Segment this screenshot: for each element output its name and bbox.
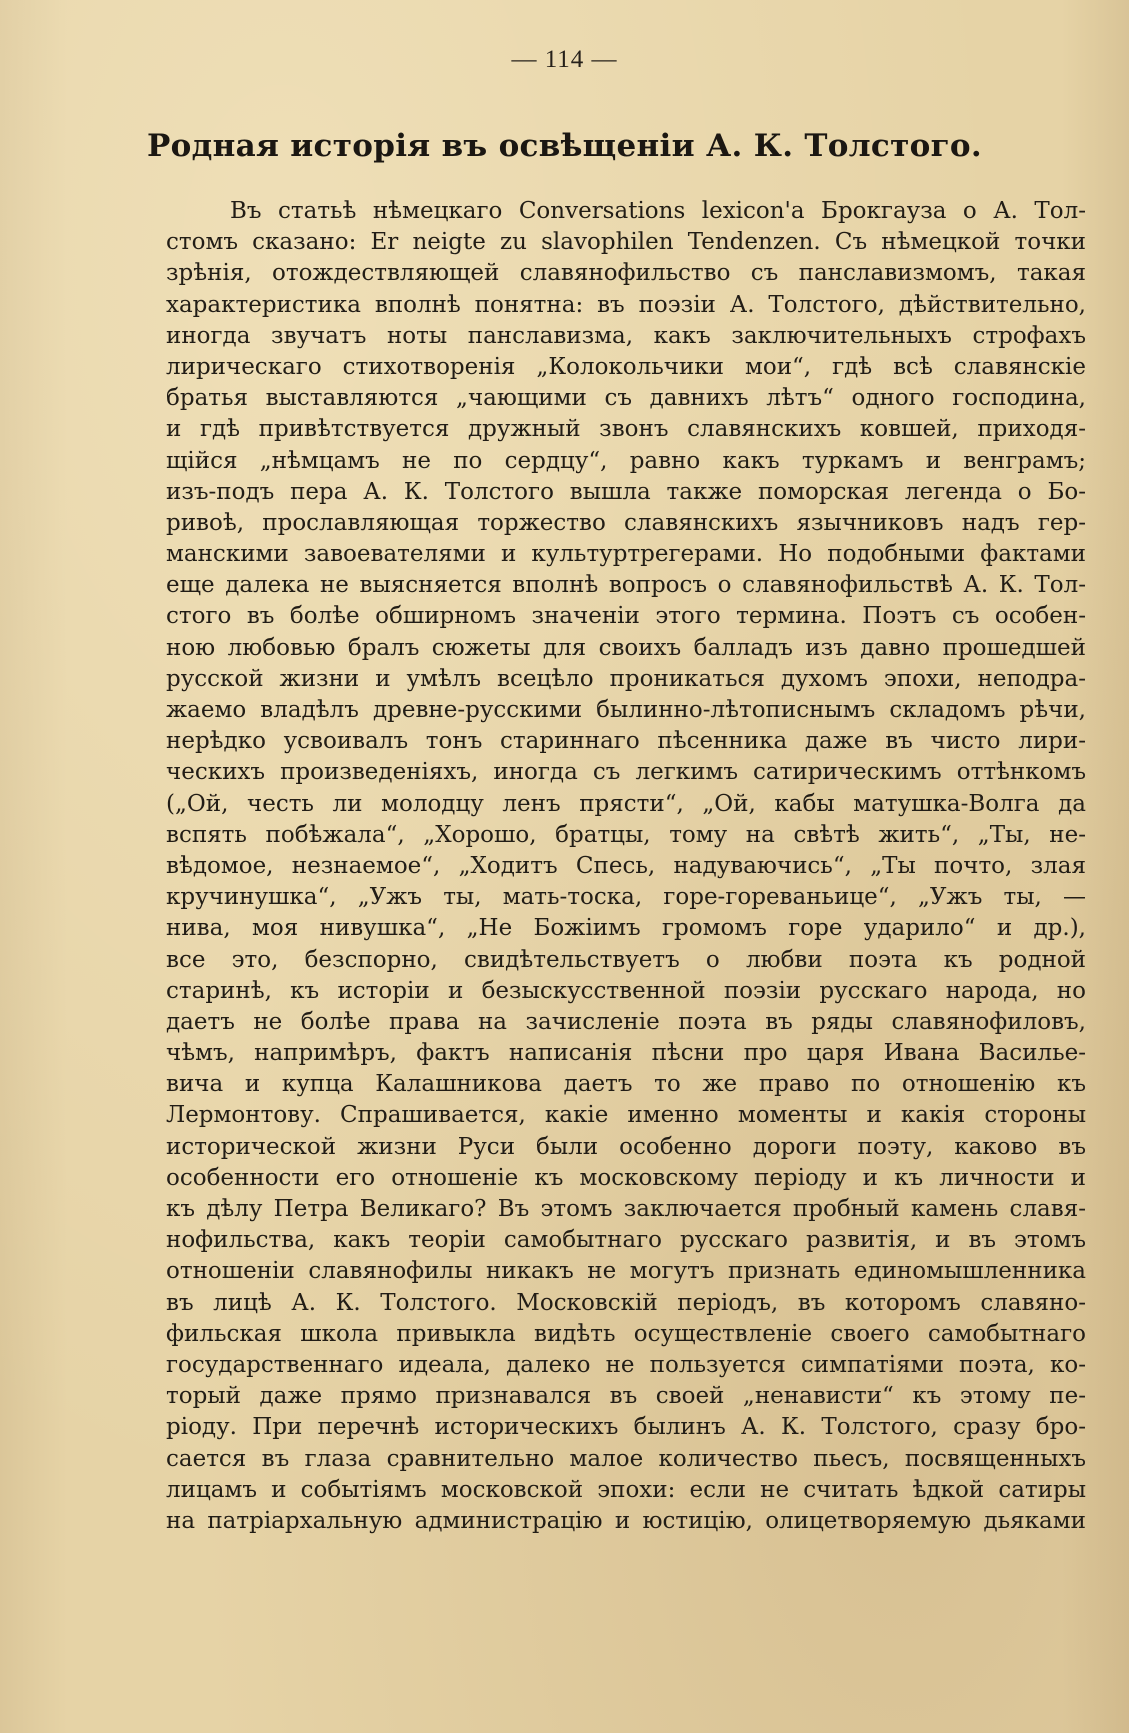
- body-paragraph: [166, 196, 1086, 1537]
- text-line: отношеніи славянофилы никакъ не могутъ признать единомышленника: [166, 1258, 1086, 1285]
- text-line: русской жизни и умѣлъ всецѣло проникаться духомъ эпохи, неподра-: [166, 665, 1086, 692]
- text-line: въ лицѣ А. К. Толстого. Московскій періодъ, въ которомъ славяно-: [166, 1289, 1086, 1316]
- text-line: на патріархальную администрацію и юстицію, олицетворяемую дьяками: [166, 1507, 1086, 1534]
- text-line: фильская школа привыкла видѣть осуществленіе своего самобытнаго: [166, 1320, 1086, 1347]
- text-line: исторической жизни Руси были особенно дороги поэту, каково въ: [166, 1133, 1086, 1160]
- text-line: и гдѣ привѣтствуется дружный звонъ славянскихъ ковшей, приходя-: [166, 416, 1086, 443]
- text-line: кручинушка“, „Ужъ ты, мать-тоска, горе-гореваньице“, „Ужъ ты, —: [166, 884, 1086, 911]
- text-line: характеристика вполнѣ понятна: въ поэзіи А. Толстого, дѣйствительно,: [166, 291, 1086, 318]
- text-line: Въ статьѣ нѣмецкаго Conversations lexicon'а Брокгауза о А. Тол-: [230, 198, 1086, 224]
- text-line: вѣдомое, незнаемое“, „Ходитъ Спесь, надуваючись“, „Ты почто, злая: [166, 852, 1086, 879]
- text-line: („Ой, честь ли молодцу ленъ прясти“, „Ой, кабы матушка-Волга да: [166, 790, 1086, 817]
- text-line: стого въ болѣе обширномъ значеніи этого термина. Поэтъ съ особен-: [166, 603, 1086, 630]
- text-line: вича и купца Калашникова даетъ то же право по отношенію къ: [166, 1071, 1086, 1098]
- text-line: сается въ глаза сравнительно малое количество пьесъ, посвященныхъ: [166, 1445, 1086, 1472]
- text-line: еще далека не выясняется вполнѣ вопросъ о славянофильствѣ А. К. Тол-: [166, 572, 1086, 599]
- text-line: лирическаго стихотворенія „Колокольчики мои“, гдѣ всѣ славянскіе: [166, 353, 1086, 380]
- text-line: щійся „нѣмцамъ не по сердцу“, равно какъ туркамъ и венграмъ;: [166, 447, 1086, 474]
- text-line: вспять побѣжала“, „Хорошо, братцы, тому на свѣтѣ жить“, „Ты, не-: [166, 821, 1086, 848]
- text-line: къ дѣлу Петра Великаго? Въ этомъ заключается пробный камень славя-: [166, 1196, 1086, 1222]
- text-line: зрѣнія, отождествляющей славянофильство съ панславизмомъ, такая: [166, 260, 1086, 287]
- text-line: государственнаго идеала, далеко не пользуется симпатіями поэта, ко-: [166, 1351, 1086, 1378]
- text-line: ріоду. При перечнѣ историческихъ былинъ А. К. Толстого, сразу бро-: [166, 1414, 1086, 1441]
- text-line: ческихъ произведеніяхъ, иногда съ легкимъ сатирическимъ оттѣнкомъ: [166, 759, 1086, 786]
- text-line: Лермонтову. Спрашивается, какіе именно моменты и какія стороны: [166, 1102, 1086, 1129]
- text-line: все это, безспорно, свидѣтельствуетъ о любви поэта къ родной: [166, 946, 1086, 973]
- text-line: манскими завоевателями и культуртрегерами. Но подобными фактами: [166, 541, 1086, 568]
- text-line: жаемо владѣлъ древне-русскими былинно-лѣтописнымъ складомъ рѣчи,: [166, 697, 1086, 723]
- text-line: лицамъ и событіямъ московской эпохи: если не считать ѣдкой сатиры: [166, 1476, 1086, 1503]
- text-line: стомъ сказано: Er neigte zu slavophilen Tendenzen. Съ нѣмецкой точки: [166, 229, 1086, 256]
- text-line: старинѣ, къ исторіи и безыскусственной поэзіи русскаго народа, но: [166, 977, 1086, 1004]
- text-line: братья выставляются „чающими съ давнихъ лѣтъ“ одного господина,: [166, 385, 1086, 412]
- text-line: ривоѣ, прославляющая торжество славянскихъ язычниковъ надъ гер-: [166, 509, 1086, 536]
- chapter-title: Родная исторія въ освѣщеніи А. К. Толстого.: [147, 128, 982, 164]
- text-line: ною любовью бралъ сюжеты для своихъ балладъ изъ давно прошедшей: [166, 634, 1086, 661]
- text-line: нофильства, какъ теоріи самобытнаго русскаго развитія, и въ этомъ: [166, 1227, 1086, 1254]
- text-line: нива, моя нивушка“, „Не Божіимъ громомъ горе ударило“ и др.),: [166, 915, 1086, 942]
- text-line: чѣмъ, напримѣръ, фактъ написанія пѣсни про царя Ивана Василье-: [166, 1040, 1086, 1067]
- text-line: иногда звучатъ ноты панславизма, какъ заключительныхъ строфахъ: [166, 322, 1086, 349]
- text-line: изъ-подъ пера А. К. Толстого вышла также поморская легенда о Бо-: [166, 478, 1086, 505]
- page-number: — 114 —: [511, 46, 618, 73]
- text-line: торый даже прямо признавался въ своей „ненависти“ къ этому пе-: [166, 1383, 1086, 1410]
- text-line: даетъ не болѣе права на зачисленіе поэта въ ряды славянофиловъ,: [166, 1008, 1086, 1035]
- text-line: особенности его отношеніе къ московскому періоду и къ личности и: [166, 1164, 1086, 1191]
- text-line: нерѣдко усвоивалъ тонъ стариннаго пѣсенника даже въ чисто лири-: [166, 728, 1086, 755]
